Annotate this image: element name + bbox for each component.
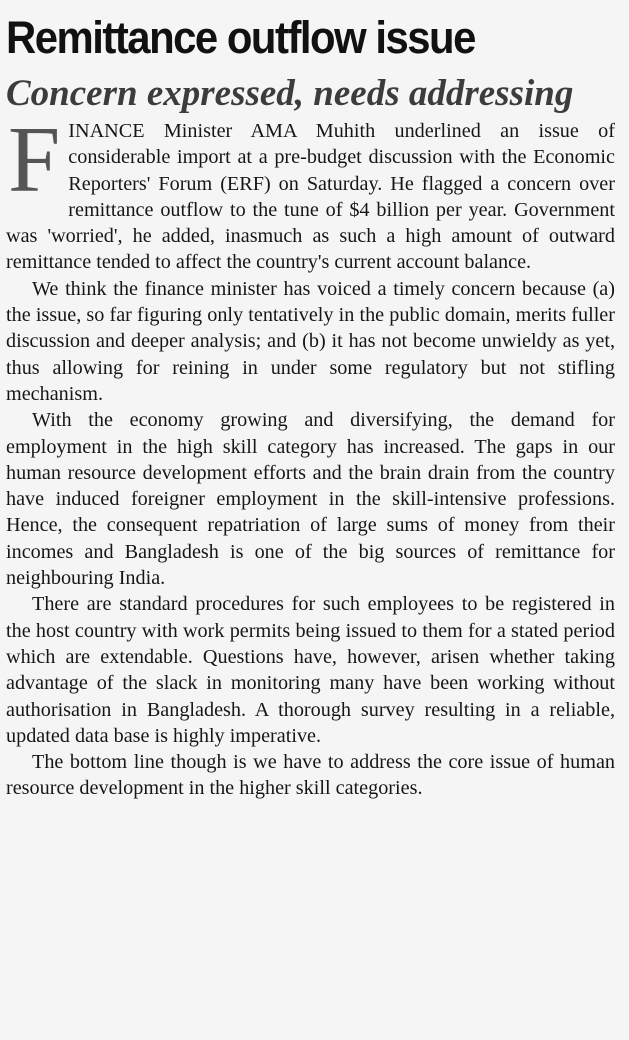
headline: Remittance outflow issue xyxy=(6,12,475,63)
drop-cap: F xyxy=(8,108,61,212)
paragraph-4: There are standard procedures for such employees to be registered in the host country with work permits being issued to them for a stated period which are extendable. Questions have, however, arisen whether taking advantage of the slack in monitoring many have been working without authorisation in Bangladesh. A thorough survey resulting in a reliable, updated data base is highly imperative. xyxy=(6,593,615,747)
paragraph-2: We think the finance minister has voiced a timely concern because (a) the issue, so far figuring only tentatively in the public domain, merits fuller discussion and deeper analysis; and (b) it has not become unwieldy as yet, thus allowing for reining in under some regulatory but not stifling mechanism. xyxy=(6,277,615,405)
paragraph-5: The bottom line though is we have to address the core issue of human resource development in the higher skill categories. xyxy=(6,751,615,800)
subheadline: Concern expressed, needs addressing xyxy=(6,73,574,114)
article-body xyxy=(6,108,615,802)
paragraph-3: With the economy growing and diversifying, the demand for employment in the high skill category has increased. The gaps in our human resource development efforts and the brain drain from the country have induced foreigner employment in the skill-intensive professions. Hence, the consequent repatriation of large sums of money from their incomes and Bangladesh is one of the big sources of remittance for neighbouring India. xyxy=(6,409,615,590)
paragraph-1 xyxy=(6,108,615,276)
paragraph-1-text: INANCE Minister AMA Muhith underlined an issue of considerable import at a pre-budget discussion with the Economic Reporters' Forum (ERF) on Saturday. He flagged a concern over remittance outflow to the tune of $4 billion per year. Government was 'worried', he added, inasmuch as such a high amount of outward remittance tended to affect the country's current account balance. xyxy=(6,120,615,274)
